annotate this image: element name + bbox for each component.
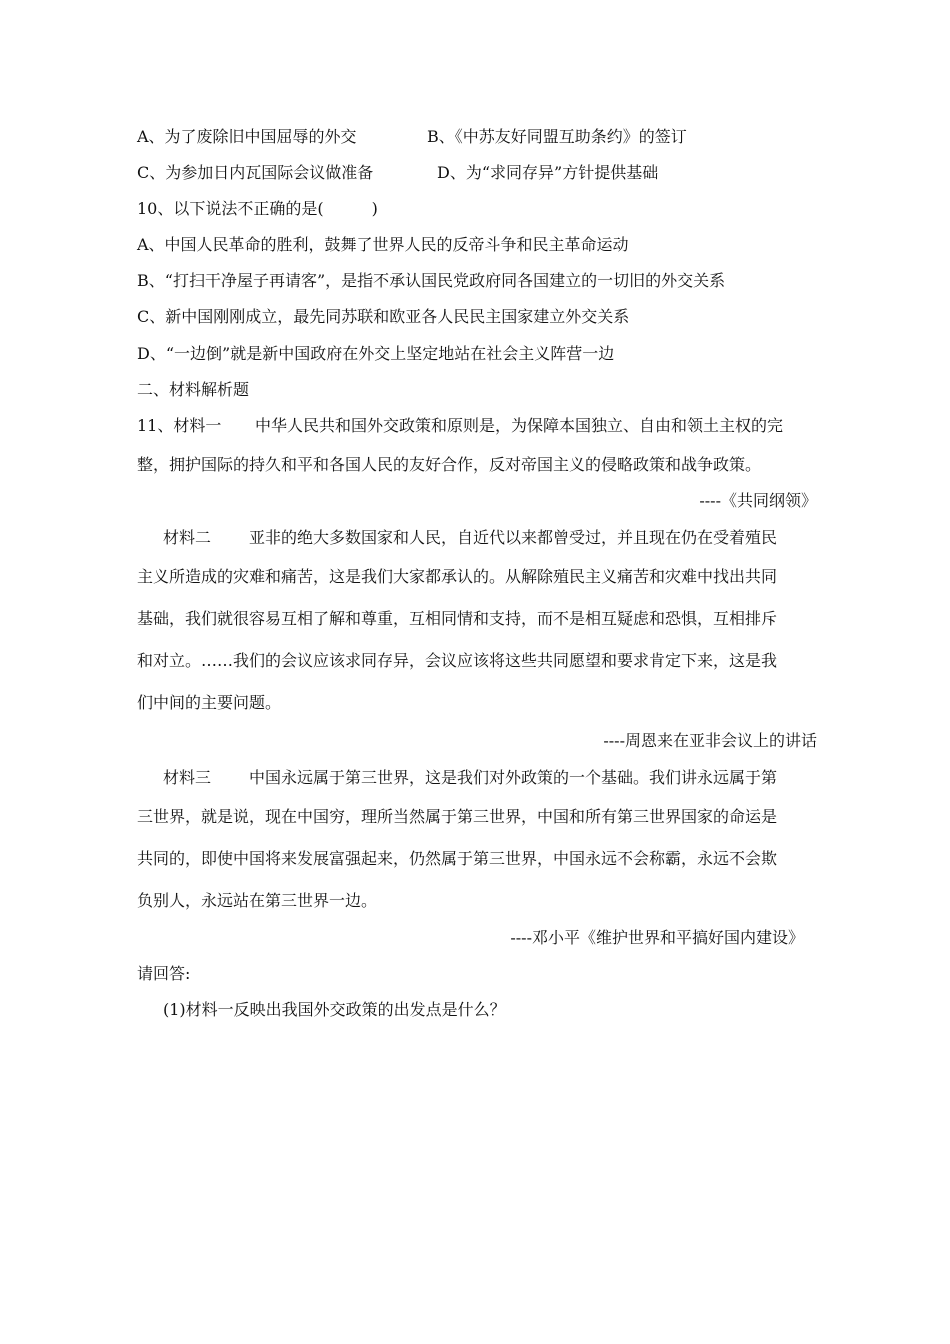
material-3-source: ----邓小平《维护世界和平搞好国内建设》 [510,928,804,947]
sub-question-1: (1)材料一反映出我国外交政策的出发点是什么？ [163,1000,506,1019]
q9-option-c[interactable]: C、为参加日内瓦国际会议做准备 [137,163,374,182]
material-1-text-2: 整，拥护国际的持久和平和各国人民的友好合作，反对帝国主义的侵略政策和战争政策。 [137,455,762,474]
q9-option-b[interactable]: B、《中苏友好同盟互助条约》的签订 [427,127,687,146]
q10-stem: 10、以下说法不正确的是( ) [137,199,378,218]
material-2-text-5: 们中间的主要问题。 [137,693,282,712]
q9-options-row-1 [137,127,817,147]
q10-option-c[interactable]: C、新中国刚刚成立，最先同苏联和欧亚各人民民主国家建立外交关系 [137,307,630,326]
answer-prompt: 请回答: [137,964,191,983]
q10-option-d[interactable]: D、“一边倒”就是新中国政府在外交上坚定地站在社会主义阵营一边 [137,344,615,363]
material-1-label: 11、材料一 [137,416,222,435]
material-3-text-4: 负别人，永远站在第三世界一边。 [137,891,378,910]
material-3-label: 材料三 [163,768,212,787]
material-3-text-3: 共同的，即使中国将来发展富强起来，仍然属于第三世界，中国永远不会称霸，永远不会欺 [137,849,778,868]
material-2-text-3: 基础，我们就很容易互相了解和尊重，互相同情和支持，而不是相互疑虑和恐惧，互相排斥 [137,609,778,628]
material-1-text-1: 中华人民共和国外交政策和原则是，为保障本国独立、自由和领土主权的完 [255,416,784,435]
material-3-text-2: 三世界，就是说，现在中国穷，理所当然属于第三世界，中国和所有第三世界国家的命运是 [137,807,778,826]
q11-material-1-line-1 [137,416,817,436]
q9-option-d[interactable]: D、为“求同存异”方针提供基础 [437,163,659,182]
q9-option-a[interactable]: A、为了废除旧中国屈辱的外交 [137,127,357,146]
material-3-text-1: 中国永远属于第三世界，这是我们对外政策的一个基础。我们讲永远属于第 [249,768,778,787]
material-1-source: ----《共同纲领》 [699,491,817,510]
material-2-text-4: 和对立。……我们的会议应该求同存异，会议应该将这些共同愿望和要求肯定下来，这是我 [137,651,778,670]
material-2-text-2: 主义所造成的灾难和痛苦，这是我们大家都承认的。从解除殖民主义痛苦和灾难中找出共同 [137,567,778,586]
q11-material-3-line-1 [163,768,817,788]
q10-option-b[interactable]: B、“打扫干净屋子再请客”，是指不承认国民党政府同各国建立的一切旧的外交关系 [137,271,726,290]
material-2-label: 材料二 [163,528,212,547]
q10-option-a[interactable]: A、中国人民革命的胜利，鼓舞了世界人民的反帝斗争和民主革命运动 [137,235,629,254]
section-heading: 二、材料解析题 [137,380,250,399]
q9-options-row-2 [137,163,817,183]
q11-material-2-line-1 [163,528,817,548]
material-2-source: ----周恩来在亚非会议上的讲话 [603,731,817,750]
material-2-text-1: 亚非的绝大多数国家和人民，自近代以来都曾受过，并且现在仍在受着殖民 [249,528,778,547]
